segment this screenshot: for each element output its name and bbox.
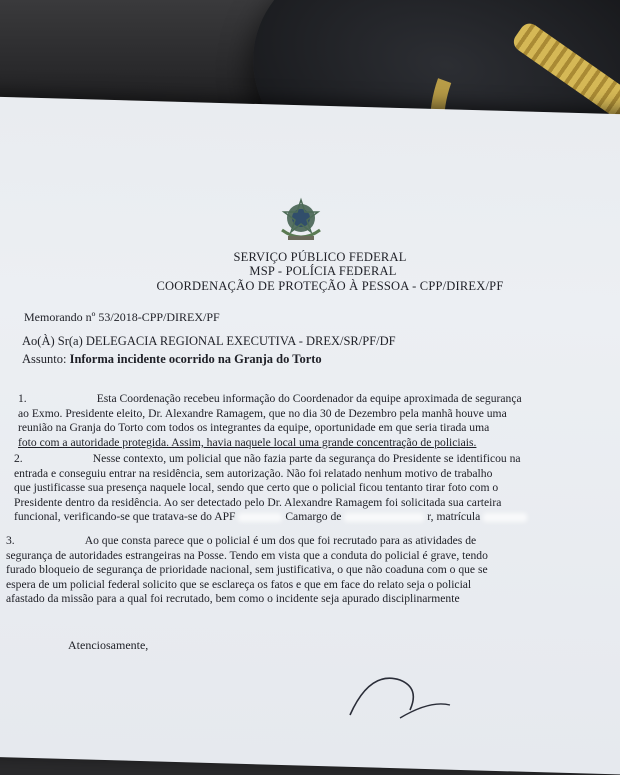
paragraph-line: Presidente dentro da residência. Ao ser detectado pelo Dr. Alexandre Ramagem foi solicitada sua carteira	[14, 495, 502, 509]
paragraph-line: segurança de autoridades estrangeiras na Posse. Tendo em vista que a conduta do policial é grave, tendo	[6, 548, 488, 562]
closing: Atenciosamente,	[68, 638, 149, 652]
signature-mark	[340, 660, 460, 720]
paragraph-line: foto com a autoridade protegida. Assim, havia naquele local uma grande concentração de policiais.	[18, 435, 477, 449]
paragraph-line: reunião na Granja do Torto com todos os integrantes da equipe, oportunidade em que seria tirada uma	[18, 421, 490, 435]
subject-text: Informa incidente ocorrido na Granja do Torto	[69, 352, 322, 366]
paragraph-number: 2. Nesse contexto, um policial que não fazia parte da segurança do Presidente se identificou na	[14, 452, 521, 465]
brazil-coat-of-arms-icon	[274, 192, 328, 246]
addressee: Ao(À) Sr(a) DELEGACIA REGIONAL EXECUTIVA - DREX/SR/PF/DF	[22, 334, 396, 348]
paragraph-line: furado bloqueio de segurança de prioridade nacional, sem justificativa, o que não coaduna com o que se	[6, 563, 488, 577]
paragraph-3	[6, 534, 488, 607]
paragraph-line: funcional, verificando-se que tratava-se do APF Camargo de r, matrícula	[14, 510, 527, 525]
paragraph-line: afastado da missão para a qual foi recrutado, bem como o incidente seja apurado disciplinarmente	[6, 592, 460, 606]
subject-label: Assunto:	[22, 352, 67, 366]
header-line-3: COORDENAÇÃO DE PROTEÇÃO À PESSOA - CPP/DIREX/PF	[156, 279, 504, 293]
memo-number: Memorando nº 53/2018-CPP/DIREX/PF	[24, 310, 220, 324]
paragraph-number: 3. Ao que consta parece que o policial é um dos que foi recrutado para as atividades de	[6, 534, 477, 547]
paragraph-1	[18, 392, 522, 450]
header-line-1: SERVIÇO PÚBLICO FEDERAL	[233, 250, 407, 264]
paragraph-line: Nesse contexto, um policial que não fazia parte da segurança do Presidente se identificou na	[92, 452, 521, 465]
redacted-text	[344, 513, 424, 522]
paragraph-line: entrada e conseguiu entrar na residência, sem autorização. Não foi relatado nenhum motivo de trabalho	[14, 466, 493, 480]
redacted-text	[238, 513, 282, 522]
subject	[22, 352, 322, 367]
paragraph-line: espera de um policial federal solicito que se esclareça os fatos e que em face do relato seja o policial	[6, 577, 472, 591]
header-line-2: MSP - POLÍCIA FEDERAL	[249, 264, 397, 278]
paragraph-2	[14, 452, 527, 525]
redacted-text	[483, 513, 527, 522]
paragraph-line: que justificasse sua presença naquele local, sendo que certo que o policial ficou tentanto tirar foto com o	[14, 481, 499, 495]
paragraph-line: ao Exmo. Presidente eleito, Dr. Alexandre Ramagem, que no dia 30 de Dezembro pela manhã houve uma	[18, 406, 507, 420]
paragraph-line: Esta Coordenação recebeu informação do Coordenador da equipe aproximada de segurança	[96, 392, 522, 405]
paragraph-line: Ao que consta parece que o policial é um dos que foi recrutado para as atividades de	[84, 534, 477, 547]
paragraph-number: 1. Esta Coordenação recebeu informação do Coordenador da equipe aproximada de segurança	[18, 392, 522, 405]
